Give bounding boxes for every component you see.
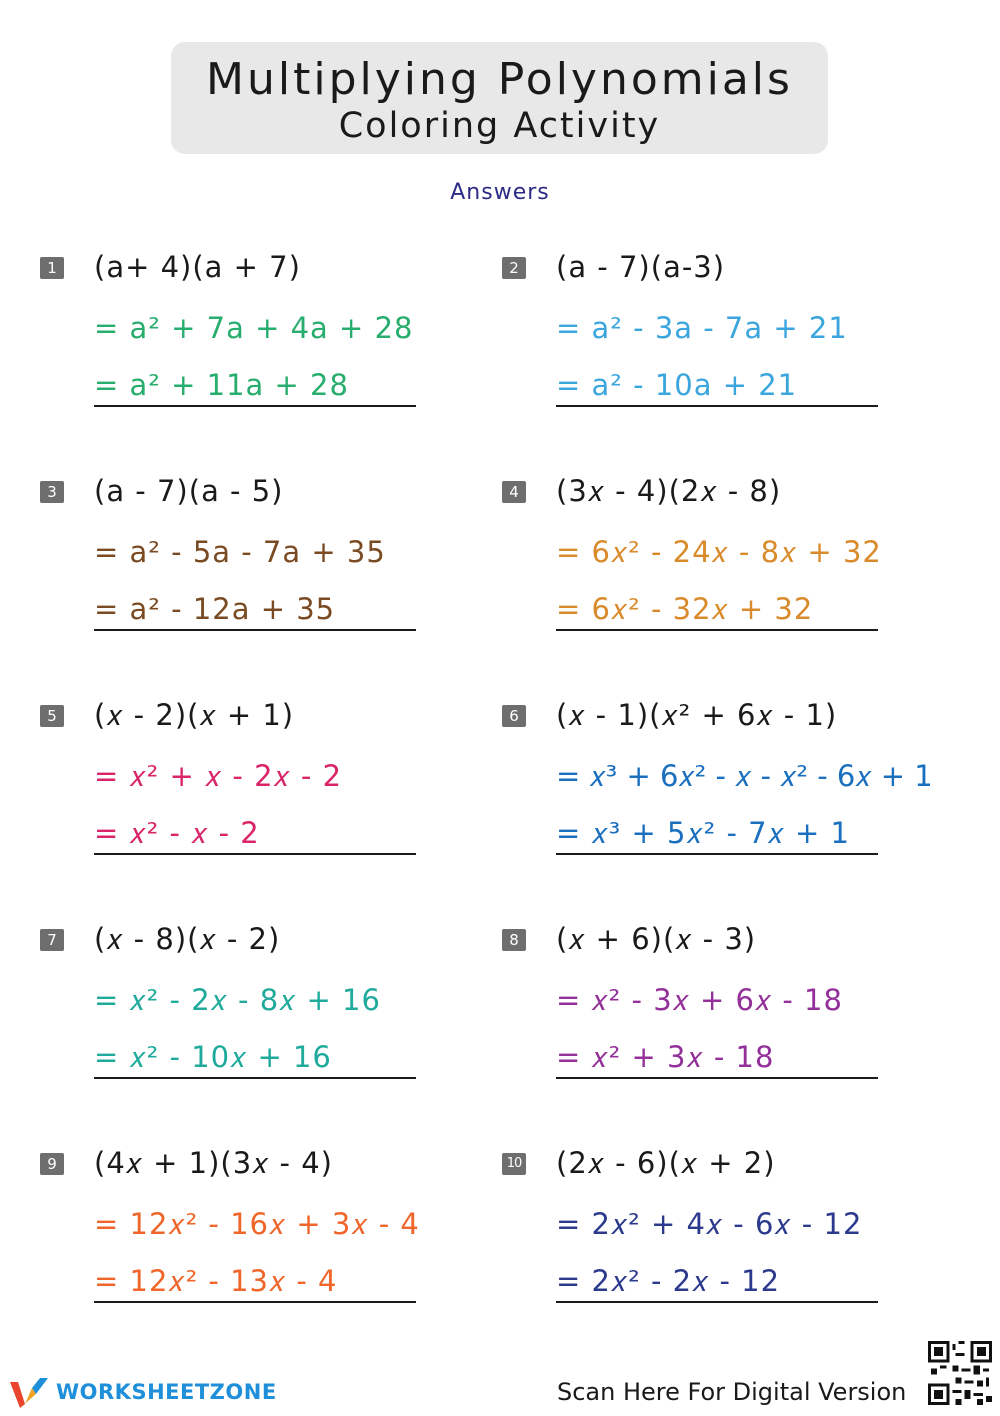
solution-step-1: = 12𝑥² - 16𝑥 + 3𝑥 - 4 <box>94 1207 420 1241</box>
solution-step-2: = a² + 11a + 28 <box>94 368 349 402</box>
scan-text: Scan Here For Digital Version <box>557 1378 907 1406</box>
solution-step-2: = 𝑥³ + 5𝑥² - 7𝑥 + 1 <box>556 816 850 850</box>
problem-9 <box>40 1146 490 1351</box>
problem-number: 6 <box>502 705 526 727</box>
answer-underline <box>556 629 878 631</box>
problem-number: 3 <box>40 481 64 503</box>
problem-4 <box>502 474 952 679</box>
solution-step-1: = 𝑥³ + 6𝑥² - 𝑥 - 𝑥² - 6𝑥 + 1 <box>556 759 933 793</box>
answer-underline <box>94 1301 416 1303</box>
problem-5 <box>40 698 490 903</box>
problem-number: 7 <box>40 929 64 951</box>
problem-number: 2 <box>502 257 526 279</box>
answer-underline <box>94 629 416 631</box>
solution-step-2: = 𝑥² + 3𝑥 - 18 <box>556 1040 775 1074</box>
solution-step-1: = 2𝑥² + 4𝑥 - 6𝑥 - 12 <box>556 1207 863 1241</box>
page-subtitle: Coloring Activity <box>338 106 661 146</box>
solution-step-1: = a² - 5a - 7a + 35 <box>94 535 386 569</box>
problem-question: (2𝑥 - 6)(𝑥 + 2) <box>556 1146 776 1180</box>
brand-name: WORKSHEETZONE <box>56 1380 277 1404</box>
problem-10 <box>502 1146 952 1351</box>
solution-step-1: = 6𝑥² - 24𝑥 - 8𝑥 + 32 <box>556 535 882 569</box>
page-title: Multiplying Polynomials <box>206 54 793 105</box>
answer-underline <box>556 1301 878 1303</box>
solution-step-2: = a² - 10a + 21 <box>556 368 798 402</box>
problem-7 <box>40 922 490 1127</box>
solution-step-2: = 6𝑥² - 32𝑥 + 32 <box>556 592 814 626</box>
problem-number: 10 <box>502 1153 526 1175</box>
qr-code-icon[interactable] <box>928 1341 992 1405</box>
problem-2 <box>502 250 952 455</box>
problem-question: (𝑥 - 2)(𝑥 + 1) <box>94 698 295 732</box>
problem-question: (a - 7)(a - 5) <box>94 474 284 508</box>
answer-underline <box>556 405 878 407</box>
problem-question: (𝑥 + 6)(𝑥 - 3) <box>556 922 757 956</box>
problem-3 <box>40 474 490 679</box>
answer-underline <box>94 1077 416 1079</box>
problem-number: 8 <box>502 929 526 951</box>
title-box <box>171 42 828 154</box>
solution-step-2: = 𝑥² - 𝑥 - 2 <box>94 816 260 850</box>
problem-number: 5 <box>40 705 64 727</box>
solution-step-1: = 𝑥² - 3𝑥 + 6𝑥 - 18 <box>556 983 843 1017</box>
solution-step-1: = a² + 7a + 4a + 28 <box>94 311 414 345</box>
problem-number: 9 <box>40 1153 64 1175</box>
answer-underline <box>94 853 416 855</box>
solution-step-2: = 𝑥² - 10𝑥 + 16 <box>94 1040 332 1074</box>
solution-step-1: = a² - 3a - 7a + 21 <box>556 311 848 345</box>
answer-underline <box>556 853 878 855</box>
problem-1 <box>40 250 490 455</box>
problem-question: (𝑥 - 1)(𝑥² + 6𝑥 - 1) <box>556 698 838 732</box>
problem-question: (4𝑥 + 1)(3𝑥 - 4) <box>94 1146 334 1180</box>
worksheetzone-logo[interactable] <box>10 1376 277 1412</box>
solution-step-2: = 12𝑥² - 13𝑥 - 4 <box>94 1264 338 1298</box>
answers-label: Answers <box>450 180 550 205</box>
answer-underline <box>94 405 416 407</box>
logo-w-icon <box>10 1376 54 1412</box>
problem-number: 1 <box>40 257 64 279</box>
answer-underline <box>556 1077 878 1079</box>
solution-step-1: = 𝑥² - 2𝑥 - 8𝑥 + 16 <box>94 983 381 1017</box>
problem-question: (a+ 4)(a + 7) <box>94 250 301 284</box>
problem-6 <box>502 698 952 903</box>
solution-step-2: = 2𝑥² - 2𝑥 - 12 <box>556 1264 781 1298</box>
problem-question: (a - 7)(a-3) <box>556 250 726 284</box>
problem-8 <box>502 922 952 1127</box>
problem-question: (3𝑥 - 4)(2𝑥 - 8) <box>556 474 782 508</box>
solution-step-1: = 𝑥² + 𝑥 - 2𝑥 - 2 <box>94 759 343 793</box>
solution-step-2: = a² - 12a + 35 <box>94 592 336 626</box>
problem-question: (𝑥 - 8)(𝑥 - 2) <box>94 922 281 956</box>
problem-number: 4 <box>502 481 526 503</box>
